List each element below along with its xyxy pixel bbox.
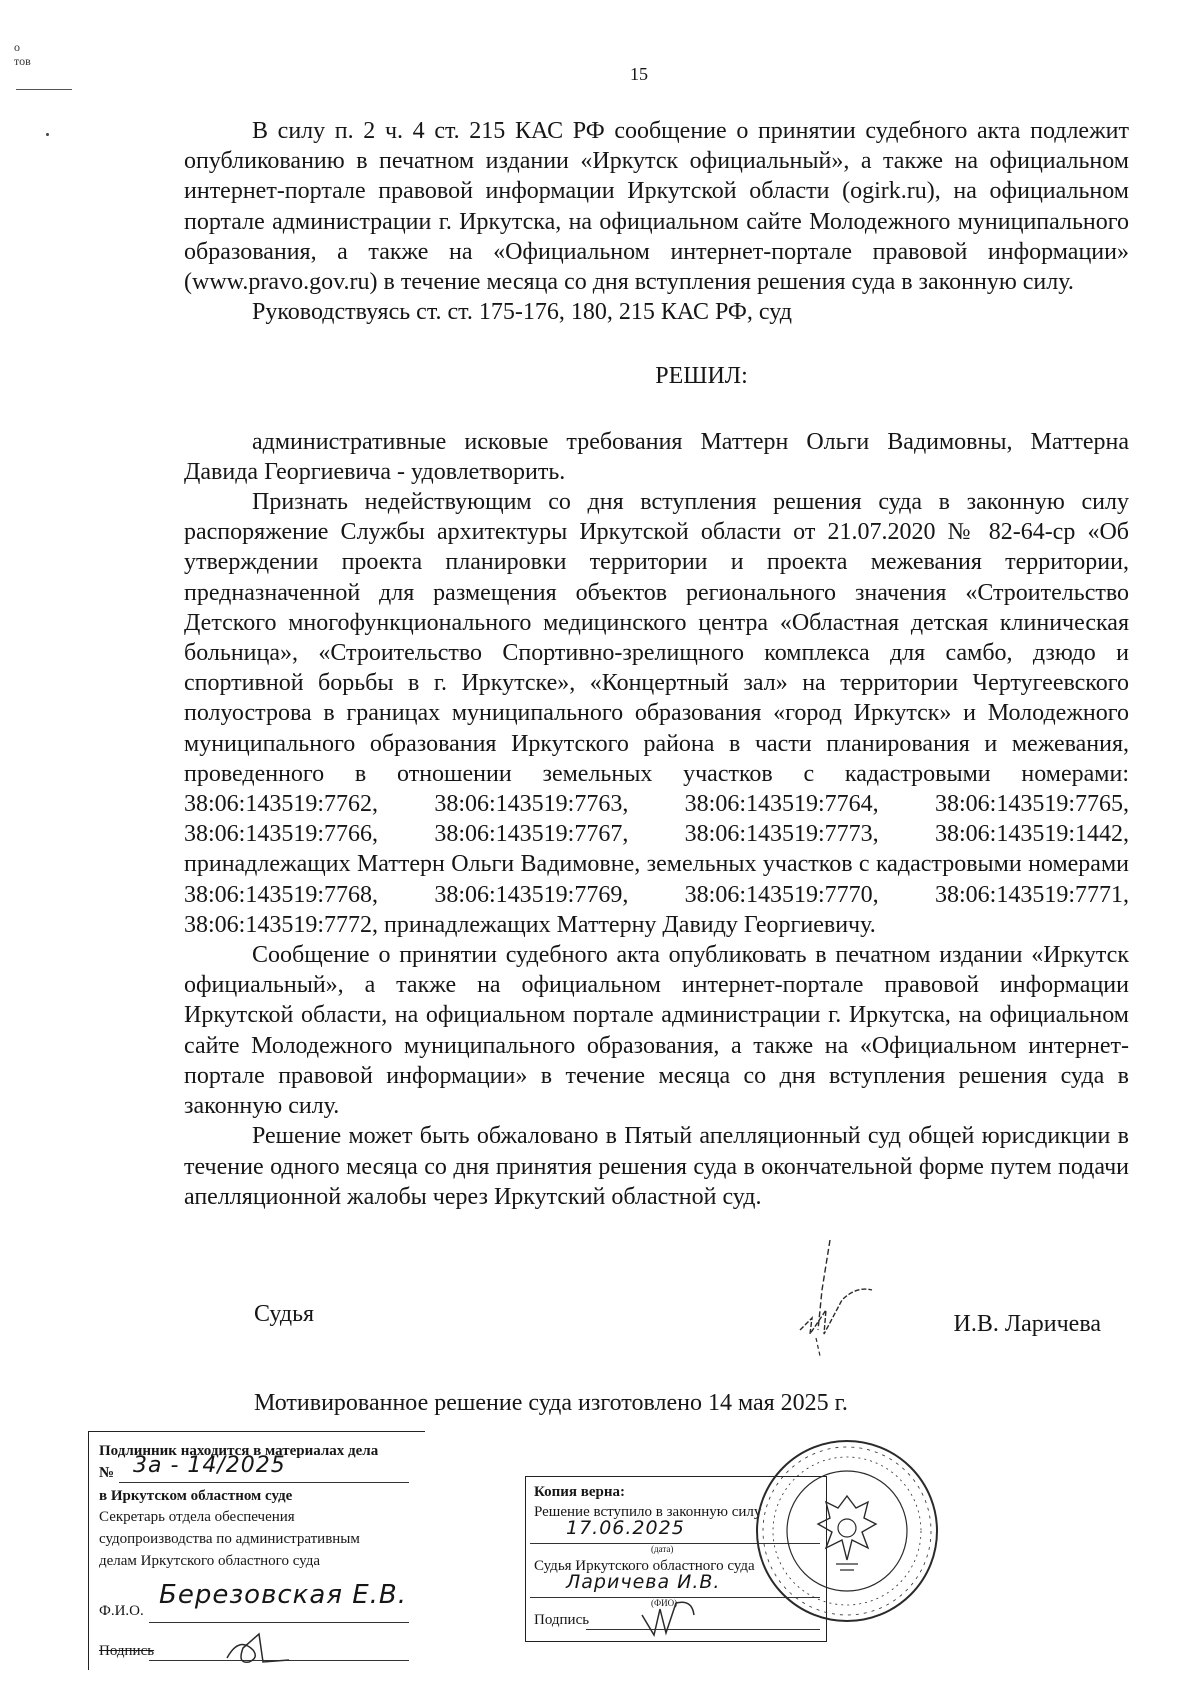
stamp-judge-line: Судья Иркутского областного суда (534, 1558, 755, 1574)
stamp-sign-label: Подпись (99, 1643, 155, 1659)
court-seal-icon (752, 1436, 942, 1626)
paragraph-guided-by: Руководствуясь ст. ст. 175-176, 180, 215 КАС РФ, суд (252, 299, 792, 326)
judge-copy-signature (636, 1595, 706, 1641)
paragraph-publication: В силу п. 2 ч. 4 ст. 215 КАС РФ сообщение о принятии судебного акта подлежит опубликованию в печатном издании «Иркутск официальный», а также на официальном интернет-портале правовой информации Иркутской области (ogirk.ru), на официальном портале администрации г. Иркутска, на официальном сайте Молодежного муниципального образования, а также на «Официальном интернет-портале правовой информации» (www.pravo.gov.ru) в течение месяца со дня вступления решения суда в законную силу. (184, 118, 1129, 296)
corner-margin-text (14, 40, 31, 68)
document-body (184, 116, 1129, 1212)
case-number-underline (119, 1482, 409, 1483)
stamp-court-dept-line: делам Иркутского областного суда (99, 1553, 321, 1569)
motivated-decision-date: Мотивированное решение суда изготовлено 14 мая 2025 г. (254, 1390, 848, 1416)
page-number: 15 (630, 64, 648, 84)
stamp-case-number: 3а - 14/2025 (133, 1453, 286, 1478)
stamp-secretary-line: Секретарь отдела обеспечения (99, 1509, 295, 1525)
judge-signature-row (184, 1301, 1129, 1341)
corner-line-1: о (14, 40, 20, 54)
judge-name: И.В. Ларичева (953, 1311, 1101, 1337)
paragraph-appeal: Решение может быть обжаловано в Пятый апелляционный суд общей юрисдикции в течение одного месяца со дня принятия решения суда в окончательной форме путем подачи апелляционной жалобы через Иркутский областной суд. (184, 1123, 1129, 1210)
paragraph-invalidate-order: Признать недействующим со дня вступления решения суда в законную силу распоряжение Службы архитектуры Иркутской области от 21.07.2020 № 82-64-ср «Об утверждении проекта планировки территории и проекта межевания территории, предназначенной для размещения объектов регионального значения «Строительство Детского многофункционального медицинского центра «Областная детская клиническая больница», «Строительство Спортивно-зрелищного комплекса для самбо, дзюдо и спортивной борьбы в г. Иркутске», «Концертный зал» на территории Чертугеевского полуострова в границах муниципального образования «город Иркутск» и Молодежного муниципального образования Иркутского района в части планирования и межевания, проведенного в отношении земельных участков с кадастровыми номерами: 38:06:143519:7762, 38:06:143519:7763, 38:06:143519:7764, 38:06:143519:7765, 38:06:143519:7766, 38:06:143519:7767, 38:06:143519:7773, 38:06:143519:1442, принадлежащих Маттерн Ольги Вадимовне, земельных участков с кадастровыми номерами 38:06:143519:7768, 38:06:143519:7769, 38:06:143519:7770, 38:06:143519:7771, 38:06:143519:7772, принадлежащих Маттерну Давиду Георгиевичу. (184, 489, 1129, 938)
corner-line-2: тов (14, 54, 31, 68)
stamp-number-sign: № (99, 1465, 115, 1481)
stamp-copy-title: Копия верна: (534, 1484, 626, 1500)
stamp-date-caption: (дата) (651, 1544, 674, 1554)
secretary-signature (219, 1628, 299, 1668)
stamp-entered-force: Решение вступило в законную силу (534, 1504, 762, 1520)
stamp-fio-label: Ф.И.О. (99, 1603, 144, 1619)
stamp-department-line: судопроизводства по административным (99, 1531, 360, 1547)
stamp-force-date: 17.06.2025 (566, 1517, 685, 1539)
margin-dot (46, 133, 49, 136)
stamp-fio-caption: (ФИО) (651, 1598, 678, 1608)
paragraph-claims-satisfied: административные исковые требования Маттерн Ольги Вадимовны, Маттерна Давида Георгиевича - удовлетворить. (184, 428, 1129, 485)
original-location-stamp (88, 1431, 425, 1670)
fio-underline (149, 1622, 409, 1623)
stamp-original-line: Подлинник находится в материалах дела (99, 1443, 379, 1459)
stamp-right-sign-label: Подпись (534, 1612, 590, 1628)
decision-heading: РЕШИЛ: (655, 363, 748, 390)
judge-label: Судья (254, 1301, 315, 1327)
corner-rule (16, 89, 72, 90)
stamp-court-line: в Иркутском областном суде (99, 1488, 293, 1504)
stamp-judge-handwritten: Ларичева И.В. (566, 1571, 721, 1593)
stamp-fio-handwritten: Березовская Е.В. (159, 1580, 408, 1610)
paragraph-publish-notice: Сообщение о принятии судебного акта опубликовать в печатном издании «Иркутск официальный», а также на официальном интернет-портале правовой информации Иркутской области, на официальном портале администрации г. Иркутска, на официальном сайте Молодежного муниципального образования, а также на «Официальном интернет-портале правовой информации» в течение месяца со дня вступления решения суда в законную силу. (184, 942, 1129, 1120)
